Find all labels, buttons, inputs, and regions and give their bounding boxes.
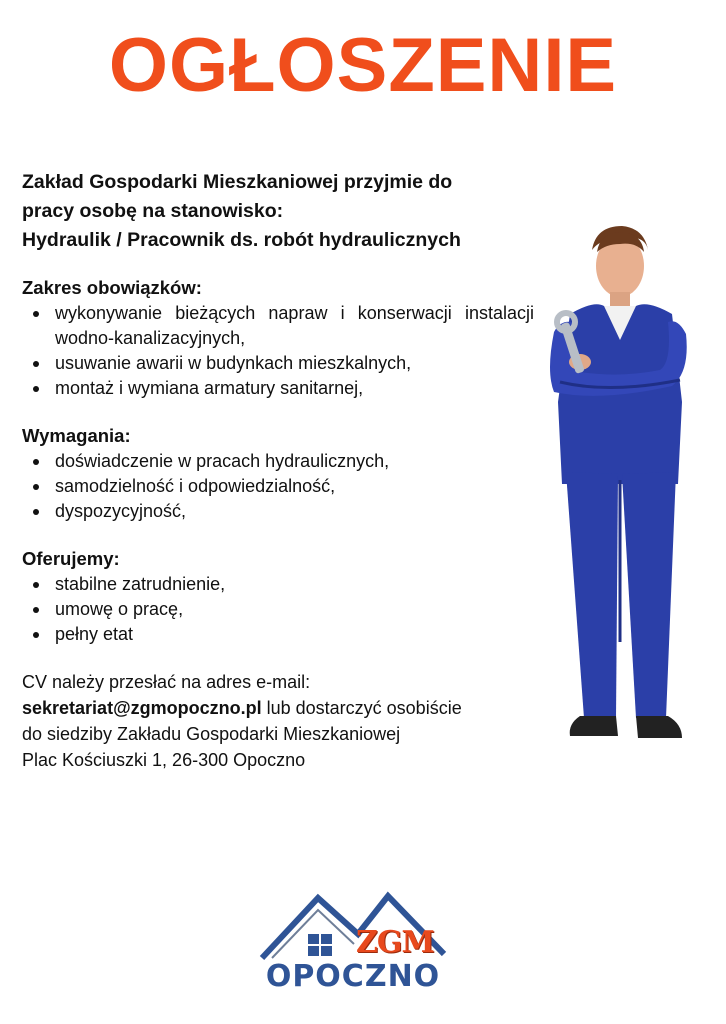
duties-heading: Zakres obowiązków: <box>22 277 202 298</box>
duties-list <box>22 301 534 401</box>
intro-text <box>22 168 534 255</box>
offer-list <box>22 572 534 647</box>
contact-line: do siedziby Zakładu Gospodarki Mieszkaniowej <box>22 724 401 744</box>
logo-city: OPOCZNO <box>265 959 441 994</box>
list-item: usuwanie awarii w budynkach mieszkalnych, <box>22 351 534 376</box>
email-link[interactable]: sekretariat@zgmopoczno.pl <box>22 698 262 718</box>
announcement-body <box>22 168 534 773</box>
list-item: umowę o pracę, <box>22 597 534 622</box>
requirements-list <box>22 449 534 524</box>
list-item: samodzielność i odpowiedzialność, <box>22 474 534 499</box>
intro-line: Zakład Gospodarki Mieszkaniowej przyjmie do <box>22 171 453 193</box>
zgm-logo <box>258 888 448 998</box>
plumber-illustration <box>540 222 700 757</box>
offer-heading: Oferujemy: <box>22 548 120 569</box>
contact-text: lub dostarczyć osobiście <box>261 698 462 718</box>
list-item: doświadczenie w pracach hydraulicznych, <box>22 449 534 474</box>
contact-info <box>22 669 534 773</box>
address-line: Plac Kościuszki 1, 26-300 Opoczno <box>22 750 306 770</box>
list-item: stabilne zatrudnienie, <box>22 572 534 597</box>
intro-line: pracy osobę na stanowisko: <box>22 200 284 222</box>
list-item: pełny etat <box>22 622 534 647</box>
list-item: dyspozycyjność, <box>22 499 534 524</box>
job-position: Hydraulik / Pracownik ds. robót hydraulicznych <box>22 229 461 251</box>
contact-line <box>22 695 534 721</box>
list-item: wykonywanie bieżących napraw i konserwacji instalacji wodno-kanalizacyjnych, <box>22 301 534 351</box>
requirements-heading: Wymagania: <box>22 425 131 446</box>
contact-line: CV należy przesłać na adres e-mail: <box>22 672 311 692</box>
list-item: montaż i wymiana armatury sanitarnej, <box>22 376 534 401</box>
page-title: OGŁOSZENIE <box>108 23 618 108</box>
logo-brand: ZGM <box>356 925 434 960</box>
